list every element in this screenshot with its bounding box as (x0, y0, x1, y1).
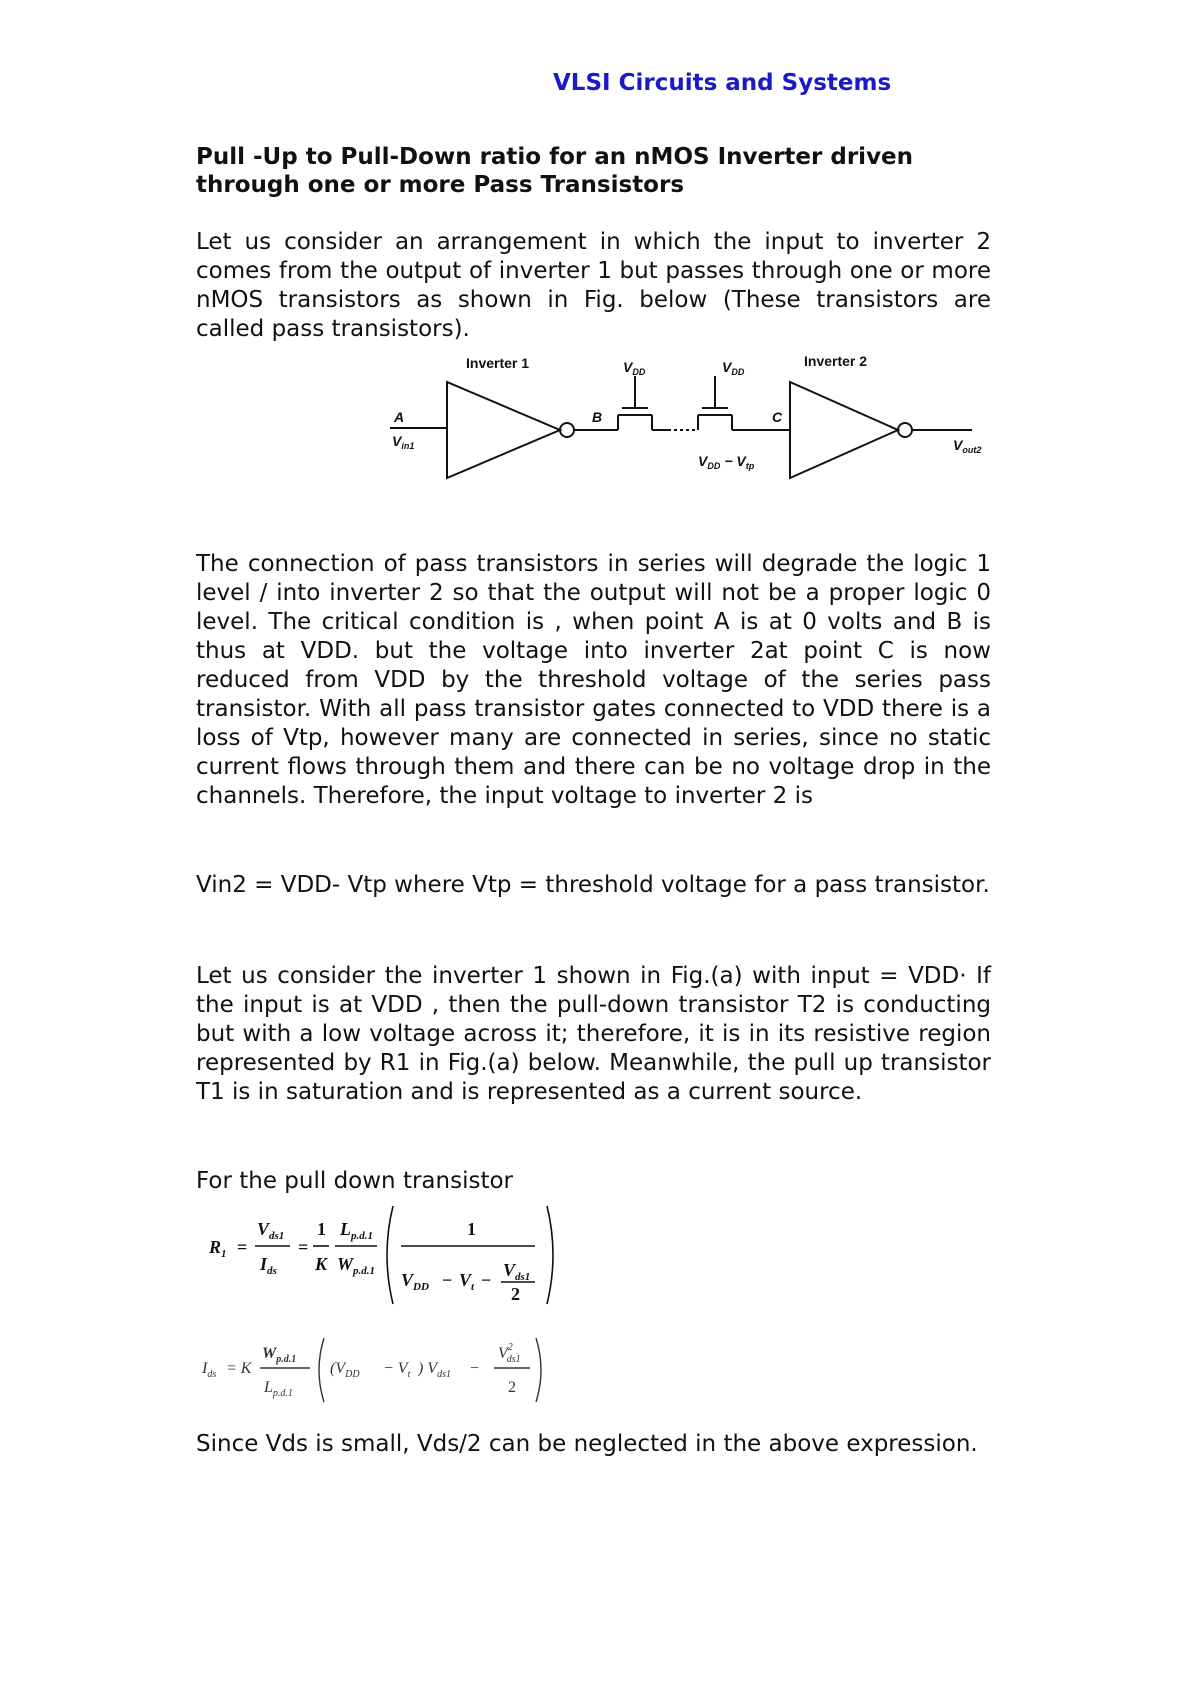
since-paragraph: Since Vds is small, Vds/2 can be neglected in the above expression. (196, 1431, 978, 1457)
ids-w: $W_{p.d.1}$ (262, 1345, 297, 1365)
pulldown-paragraph: For the pull down transistor (196, 1168, 513, 1194)
ids-eq-k: = K (226, 1360, 252, 1377)
r1-inner-one: 1 (467, 1219, 476, 1239)
node-a-label: A (394, 409, 405, 425)
section-title: Pull -Up to Pull-Down ratio for an nMOS Inverter driven through one or more Pass Transistors (196, 144, 914, 198)
vdd-label-1: $V_{DD}$ (623, 359, 646, 377)
r1-l: $L_{p.d.1}$ (340, 1219, 373, 1242)
ids-close: ) $V_{ds1}$ (418, 1360, 452, 1380)
ids-two: 2 (508, 1379, 516, 1396)
vin1-label: $V_{in1}$ (392, 433, 415, 451)
r1-den-minus2: − (481, 1270, 492, 1290)
intro-paragraph: Let us consider an arrangement in which the input to inverter 2 comes from the output of inverter 1 but passes through one or more nMOS transistors as shown in Fig. below (These transistors are called pass transistors). (196, 229, 991, 342)
ids-right-paren (536, 1338, 541, 1402)
vin2-paragraph: Vin2 = VDD- Vtp where Vtp = threshold voltage for a pass transistor. (196, 872, 990, 898)
r1-k: K (315, 1254, 328, 1274)
ids-minus1: − $V_t$ (383, 1360, 411, 1380)
document-header: VLSI Circuits and Systems (553, 70, 892, 96)
inverter1-paragraph: Let us consider the inverter 1 shown in Fig.(a) with input = VDD· If the input is at VDD , then the pull-down transistor T2 is conducting but with a low voltage across it; therefore, it is in its resistive region represented by R1 in Fig.(a) below. Meanwhile, the pull up transistor T1 is in saturation and is represented as a current source. (196, 963, 991, 1105)
vout2-label: $V_{out2}$ (953, 437, 982, 455)
r1-den-vt: $V_t$ (459, 1270, 475, 1293)
r1-right-paren (547, 1206, 553, 1304)
r1-eq1: = (237, 1237, 248, 1257)
vdd-label-2: $V_{DD}$ (722, 359, 745, 377)
pass-transistor-circuit-figure (380, 350, 1000, 490)
ids-l: $L_{p.d.1}$ (264, 1379, 293, 1399)
inverter-1-symbol (447, 382, 560, 478)
ids-minus2: − (470, 1360, 480, 1377)
ids-equation (200, 1330, 560, 1410)
r1-den-minus1: − (442, 1270, 453, 1290)
r1-lhs: $R_1$ (209, 1237, 227, 1260)
r1-one: 1 (317, 1219, 326, 1239)
ids-sq: $V^2$ ds1 (498, 1342, 521, 1365)
ids-lhs: $I_{ds}$ (202, 1360, 217, 1380)
r1-eq2: = (298, 1237, 309, 1257)
r1-den-two: 2 (511, 1284, 520, 1304)
r1-ids: $I_{ds}$ (260, 1254, 277, 1277)
r1-equation (205, 1200, 585, 1310)
pass-transistor-2 (698, 376, 732, 430)
r1-den-vds: $V_{ds1}$ (503, 1260, 531, 1283)
vdd-minus-vtp-label: $V_{DD} - V_{tp}$ (698, 453, 755, 471)
inverter-2-label: Inverter 2 (804, 353, 868, 369)
ids-left-paren (319, 1338, 324, 1402)
pass-transistor-1 (618, 376, 652, 430)
r1-den-vdd: $V_{DD}$ (401, 1270, 429, 1293)
r1-vds: $V_{ds1}$ (257, 1219, 285, 1242)
r1-left-paren (387, 1206, 393, 1304)
ids-paren: ($V_{DD}$ (330, 1360, 360, 1380)
degrade-paragraph: The connection of pass transistors in series will degrade the logic 1 level / into inverter 2 so that the output will not be a proper logic 0 level. The critical condition is , when point A is at 0 volts and B is thus at VDD. but the voltage into inverter 2at point C is now reduced from VDD by the threshold voltage of the series pass transistor. With all pass transistor gates connected to VDD there is a loss of Vtp, however many are connected in series, since no static current flows through them and there can be no voltage drop in the channels. Therefore, the input voltage to inverter 2 is (196, 551, 991, 809)
inverter-2-symbol (790, 382, 898, 478)
node-b-label: B (592, 409, 603, 425)
inverter-1-label: Inverter 1 (466, 355, 530, 371)
node-c-label: C (772, 409, 783, 425)
r1-w: $W_{p.d.1}$ (337, 1254, 376, 1277)
